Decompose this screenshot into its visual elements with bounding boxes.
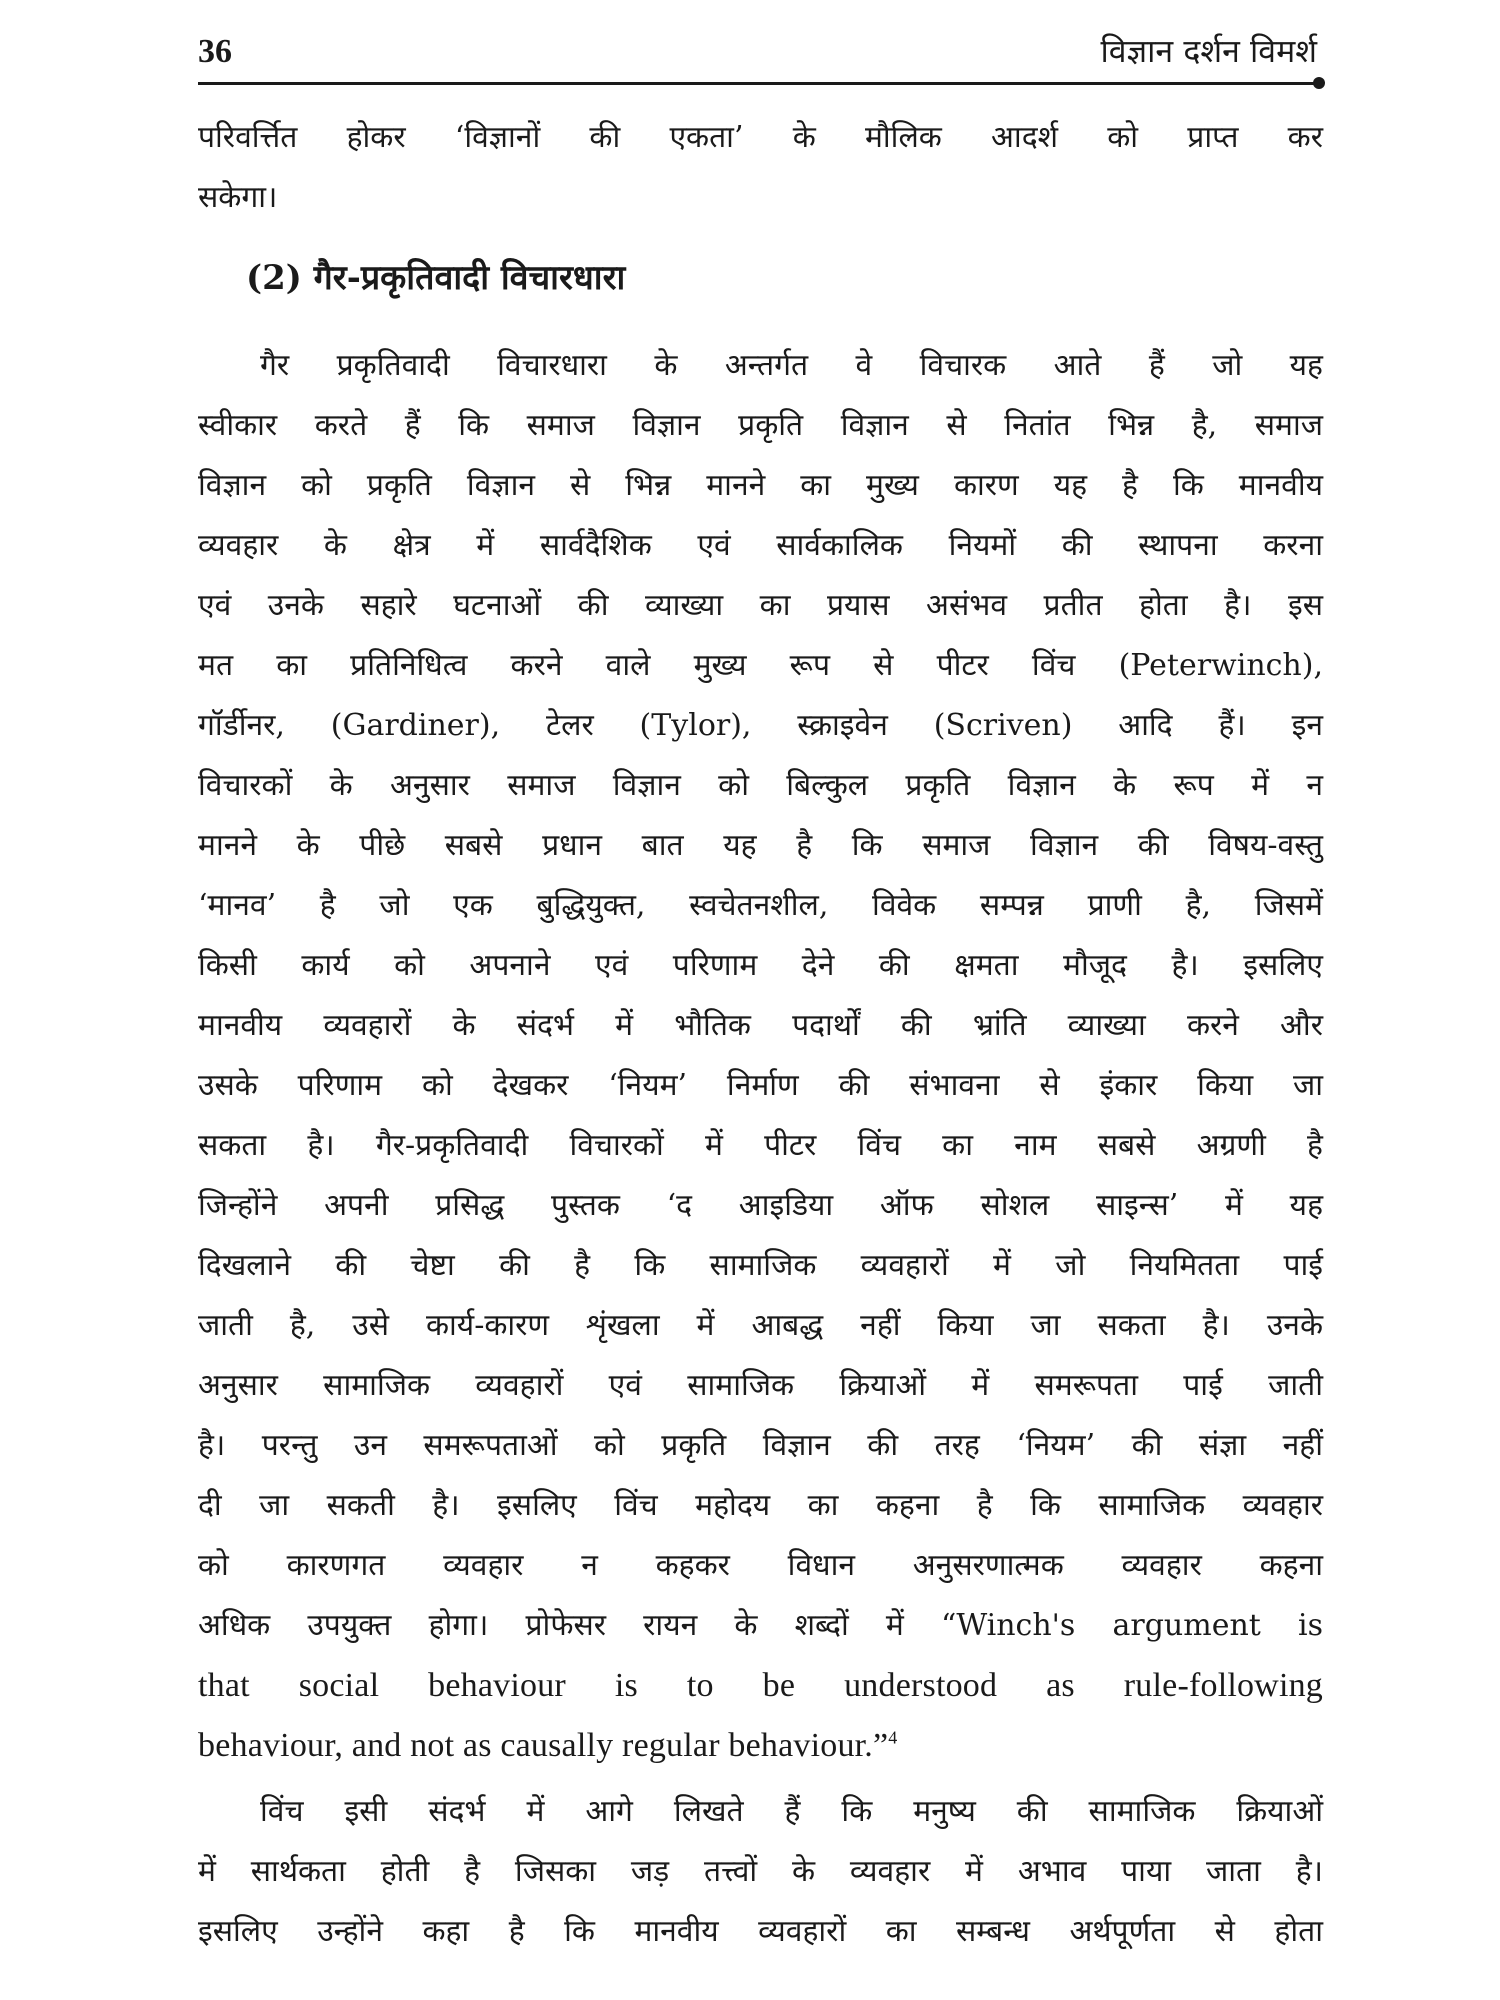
header-rule-dot — [1313, 77, 1325, 89]
text-line: सकेगा। — [198, 180, 278, 215]
text-line: को कारणगत व्यवहार न कहकर विधान अनुसरणात्मक व्यवहार कहना — [198, 1548, 1323, 1583]
text-line: विज्ञान को प्रकृति विज्ञान से भिन्न मानने का मुख्य कारण यह है कि मानवीय — [198, 468, 1323, 503]
paragraph-first-line: विंच इसी संदर्भ में आगे लिखते हैं कि मनुष्य की सामाजिक क्रियाओं — [260, 1794, 1323, 1829]
text-line: स्वीकार करते हैं कि समाज विज्ञान प्रकृति विज्ञान से नितांत भिन्न है, समाज — [198, 408, 1323, 443]
text-line: परिवर्त्तित होकर ‘विज्ञानों की एकता’ के मौलिक आदर्श को प्राप्त कर — [198, 120, 1323, 155]
body-text — [198, 108, 1323, 1962]
text-line: इसलिए उन्होंने कहा है कि मानवीय व्यवहारों का सम्बन्ध अर्थपूर्णता से होता — [198, 1914, 1323, 1949]
page-number: 36 — [198, 33, 232, 70]
text-line: किसी कार्य को अपनाने एवं परिणाम देने की क्षमता मौजूद है। इसलिए — [198, 948, 1323, 983]
footnote-ref: 4 — [888, 1727, 898, 1748]
text-line: गॉर्डीनर, (Gardiner), टेलर (Tylor), स्क्राइवेन (Scriven) आदि हैं। इन — [198, 708, 1323, 743]
text-line: सकता है। गैर-प्रकृतिवादी विचारकों में पीटर विंच का नाम सबसे अग्रणी है — [198, 1128, 1323, 1163]
english-quote-line: that social behaviour is to be understood as rule-following — [198, 1667, 1323, 1704]
text-line: दिखलाने की चेष्टा की है कि सामाजिक व्यवहारों में जो नियमितता पाई — [198, 1248, 1323, 1283]
text-line: मत का प्रतिनिधित्व करने वाले मुख्य रूप से पीटर विंच (Peterwinch), — [198, 648, 1323, 683]
text-line: जिन्होंने अपनी प्रसिद्ध पुस्तक ‘द आइडिया ऑफ सोशल साइन्स’ में यह — [198, 1188, 1323, 1223]
text-line: जाती है, उसे कार्य-कारण शृंखला में आबद्ध नहीं किया जा सकता है। उनके — [198, 1308, 1323, 1343]
text-line: में सार्थकता होती है जिसका जड़ तत्त्वों के व्यवहार में अभाव पाया जाता है। — [198, 1854, 1323, 1889]
running-title: विज्ञान दर्शन विमर्श — [1100, 32, 1317, 70]
text-line: ‘मानव’ है जो एक बुद्धियुक्त, स्वचेतनशील, विवेक सम्पन्न प्राणी है, जिसमें — [198, 888, 1323, 923]
text-line: एवं उनके सहारे घटनाओं की व्याख्या का प्रयास असंभव प्रतीत होता है। इस — [198, 588, 1323, 623]
text-line: है। परन्तु उन समरूपताओं को प्रकृति विज्ञान की तरह ‘नियम’ की संज्ञा नहीं — [198, 1428, 1323, 1463]
page-header — [198, 26, 1323, 78]
english-quote-text: behaviour, and not as causally regular behaviour.” — [198, 1727, 889, 1764]
text-line: अधिक उपयुक्त होगा। प्रोफेसर रायन के शब्दों में “Winch's argument is — [198, 1608, 1323, 1643]
english-quote-line-last — [198, 1716, 1323, 1776]
text-line: मानने के पीछे सबसे प्रधान बात यह है कि समाज विज्ञान की विषय-वस्तु — [198, 828, 1323, 863]
text-line: विचारकों के अनुसार समाज विज्ञान को बिल्कुल प्रकृति विज्ञान के रूप में न — [198, 768, 1323, 803]
text-line: उसके परिणाम को देखकर ‘नियम’ निर्माण की संभावना से इंकार किया जा — [198, 1068, 1323, 1103]
section-heading: (2) गैर-प्रकृतिवादी विचारधारा — [246, 258, 626, 298]
text-line: व्यवहार के क्षेत्र में सार्वदैशिक एवं सार्वकालिक नियमों की स्थापना करना — [198, 528, 1323, 563]
paragraph-first-line: गैर प्रकृतिवादी विचारधारा के अन्तर्गत वे विचारक आते हैं जो यह — [260, 348, 1323, 383]
header-rule — [198, 82, 1319, 85]
text-line: मानवीय व्यवहारों के संदर्भ में भौतिक पदार्थों की भ्रांति व्याख्या करने और — [198, 1008, 1323, 1043]
text-line: दी जा सकती है। इसलिए विंच महोदय का कहना है कि सामाजिक व्यवहार — [198, 1488, 1323, 1523]
text-line: अनुसार सामाजिक व्यवहारों एवं सामाजिक क्रियाओं में समरूपता पाई जाती — [198, 1368, 1323, 1403]
